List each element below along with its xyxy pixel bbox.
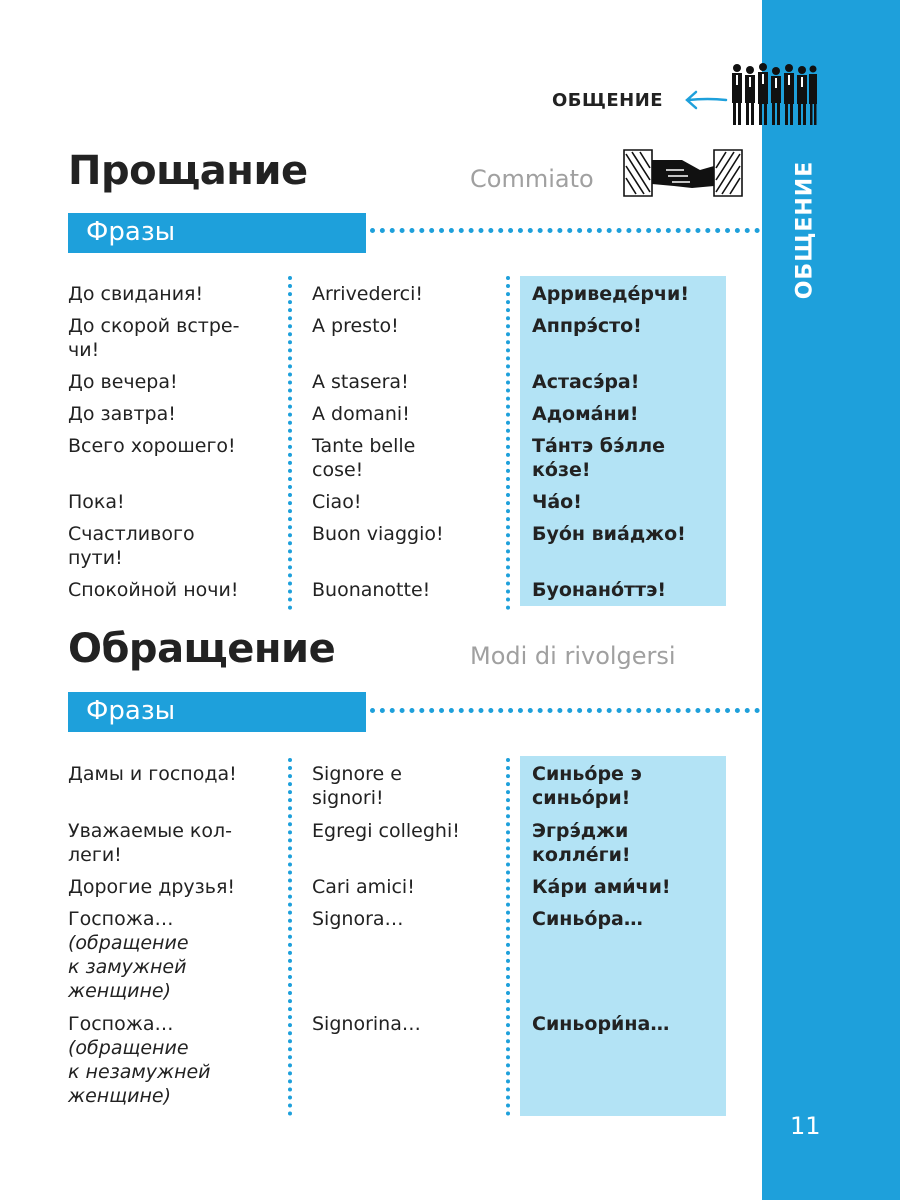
- page-number: 11: [790, 1112, 821, 1140]
- phrase-italian: Signore e signori!: [312, 763, 402, 809]
- section-title: Обращение: [68, 626, 336, 672]
- phrase-italian: Ciao!: [312, 491, 362, 513]
- dotted-column-divider: [506, 758, 510, 1116]
- phrases-label-bar: Фразы: [68, 692, 366, 732]
- phrase-russian: До свидания!: [68, 283, 204, 305]
- phrase-italian: Signorina…: [312, 1013, 421, 1035]
- phrase-russian: Госпожа…: [68, 1013, 174, 1035]
- dotted-divider: [370, 228, 760, 233]
- phrase-russian: Дорогие друзья!: [68, 876, 236, 898]
- phrase-transcription: Адома́ни!: [532, 403, 639, 425]
- phrase-transcription: Аппрэ́сто!: [532, 315, 642, 337]
- phrase-italian: Signora…: [312, 908, 404, 930]
- phrase-italian: Tante belle cose!: [312, 435, 416, 481]
- people-illustration-icon: [728, 62, 818, 128]
- phrase-transcription: Та́нтэ бэ́лле ко́зе!: [532, 435, 666, 481]
- phrase-italian: A domani!: [312, 403, 410, 425]
- phrase-transcription: Синьо́ра…: [532, 908, 643, 930]
- phrase-russian: Спокойной ночи!: [68, 579, 239, 601]
- phrase-russian: Счастливого пути!: [68, 523, 195, 569]
- chapter-label: ОБЩЕНИЕ: [792, 160, 818, 300]
- phrase-transcription: Ча́о!: [532, 491, 582, 513]
- phrase-transcription: Эгрэ́джи колле́ги!: [532, 820, 631, 866]
- phrase-transcription: Астасэ́ра!: [532, 371, 640, 393]
- section-tag: ОБЩЕНИЕ: [552, 90, 664, 111]
- phrase-transcription: Буо́н виа́джо!: [532, 523, 686, 545]
- section-subtitle: Commiato: [470, 165, 594, 193]
- phrase-italian: Cari amici!: [312, 876, 415, 898]
- phrases-label-bar: Фразы: [68, 213, 366, 253]
- phrase-russian: Всего хорошего!: [68, 435, 236, 457]
- phrase-russian: До скорой встре- чи!: [68, 315, 240, 361]
- phrase-transcription: Ка́ри ами́чи!: [532, 876, 671, 898]
- section-title: Прощание: [68, 148, 308, 194]
- dotted-divider: [370, 708, 760, 713]
- phrase-russian: Пока!: [68, 491, 125, 513]
- dotted-column-divider: [288, 758, 292, 1116]
- handshake-icon: [622, 146, 744, 200]
- phrase-italian: Buonanotte!: [312, 579, 431, 601]
- phrase-italian: A stasera!: [312, 371, 409, 393]
- phrase-italian: Arrivederci!: [312, 283, 423, 305]
- phrase-transcription: Синьо́ре э синьо́ри!: [532, 763, 642, 809]
- phrase-note: (обращение к замужней женщине): [68, 932, 189, 1002]
- phrase-russian: До вечера!: [68, 371, 178, 393]
- phrase-russian: Уважаемые кол- леги!: [68, 820, 233, 866]
- phrase-note: (обращение к незамужней женщине): [68, 1037, 211, 1107]
- phrase-transcription: Арриведе́рчи!: [532, 283, 689, 305]
- phrase-italian: Egregi colleghi!: [312, 820, 460, 842]
- phrase-russian: Госпожа…: [68, 908, 174, 930]
- section-subtitle: Modi di rivolgersi: [470, 642, 676, 670]
- dotted-column-divider: [288, 276, 292, 610]
- dotted-column-divider: [506, 276, 510, 610]
- phrase-italian: A presto!: [312, 315, 399, 337]
- phrase-russian: Дамы и господа!: [68, 763, 237, 785]
- phrase-russian: До завтра!: [68, 403, 176, 425]
- phrase-transcription: Буонано́ттэ!: [532, 579, 667, 601]
- arrow-left-icon: [684, 88, 728, 112]
- phrase-transcription: Синьори́на…: [532, 1013, 670, 1035]
- phrase-italian: Buon viaggio!: [312, 523, 444, 545]
- transcription-highlight: [520, 756, 726, 1116]
